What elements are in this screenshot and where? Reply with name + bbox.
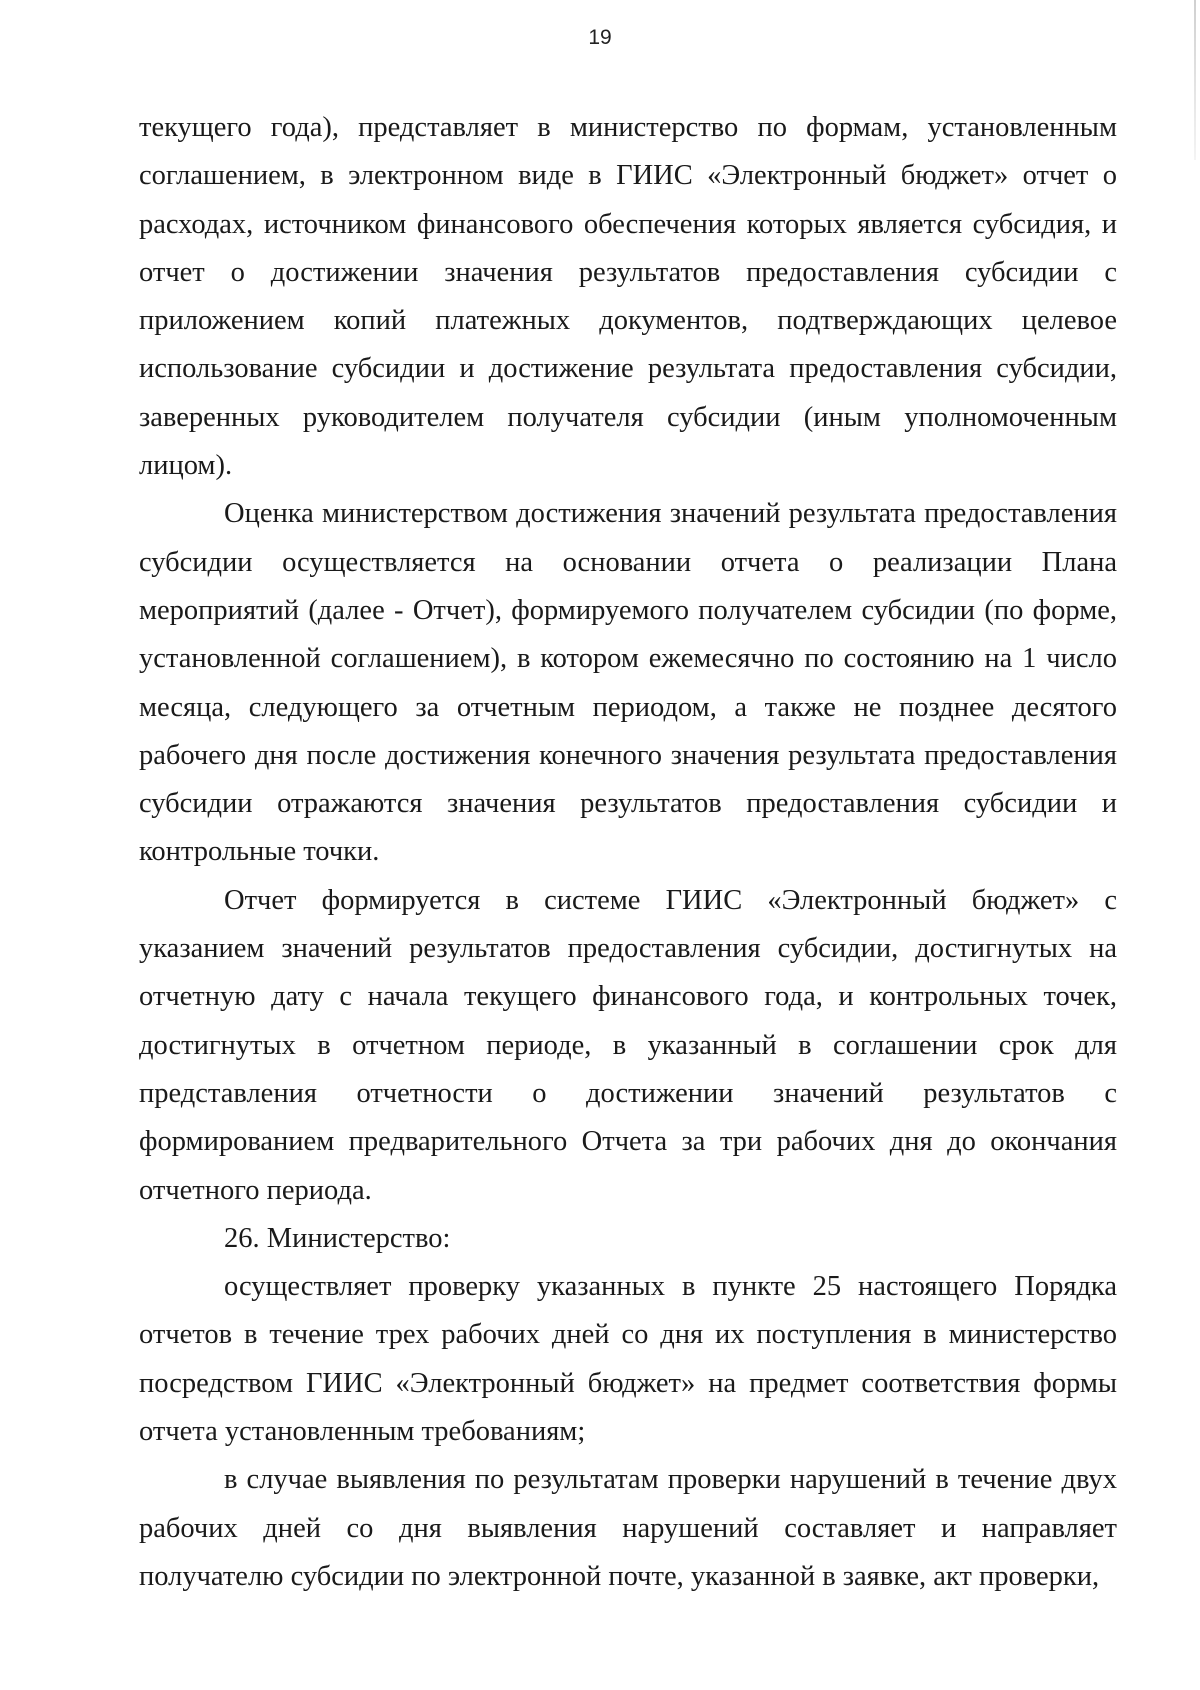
paragraph-continuation: текущего года), представляет в министерство по формам, установленным соглашением, в электронном виде в ГИИС «Электронный бюджет» отчет о расходах, источником финансового обеспечения которых является субсидия, и отчет о достижении значения результатов предоставления субсидии с приложением копий платежных документов, подтверждающих целевое использование субсидии и достижение результата предоставления субсидии, заверенных руководителем получателя субсидии (иным уполномоченным лицом). xyxy=(139,112,1117,482)
paragraph-violations: в случае выявления по результатам проверки нарушений в течение двух рабочих дней со дня выявления нарушений составляет и направляет получателю субсидии по электронной почте, указанной в заявке, акт проверки, xyxy=(139,1464,1117,1592)
page-number: 19 xyxy=(588,26,612,49)
paragraph-section-26-heading: 26. Министерство: xyxy=(224,1222,451,1254)
paragraph-report-formation: Отчет формируется в системе ГИИС «Электронный бюджет» с указанием значений результатов предоставления субсидии, достигнутых на отчетную дату с начала текущего финансового года, и контрольных точек, достигнутых в отчетном периоде, в указанный в соглашении срок для представления отчетности о достижении значений результатов с формированием предварительного Отчета за три рабочих дня до окончания отчетного периода. xyxy=(139,884,1117,1206)
document-body xyxy=(139,104,1117,1601)
paragraph-evaluation: Оценка министерством достижения значений результата предоставления субсидии осуществляется на основании отчета о реализации Плана мероприятий (далее - Отчет), формируемого получателем субсидии (по форме, установленной соглашением), в котором ежемесячно по состоянию на 1 число месяца, следующего за отчетным периодом, а также не позднее десятого рабочего дня после достижения конечного значения результата предоставления субсидии отражаются значения результатов предоставления субсидии и контрольные точки. xyxy=(139,498,1117,868)
scan-edge-shadow xyxy=(1194,0,1196,160)
paragraph-verification: осуществляет проверку указанных в пункте 25 настоящего Порядка отчетов в течение трех рабочих дней со дня их поступления в министерство посредством ГИИС «Электронный бюджет» на предмет соответствия формы отчета установленным требованиям; xyxy=(139,1271,1117,1448)
